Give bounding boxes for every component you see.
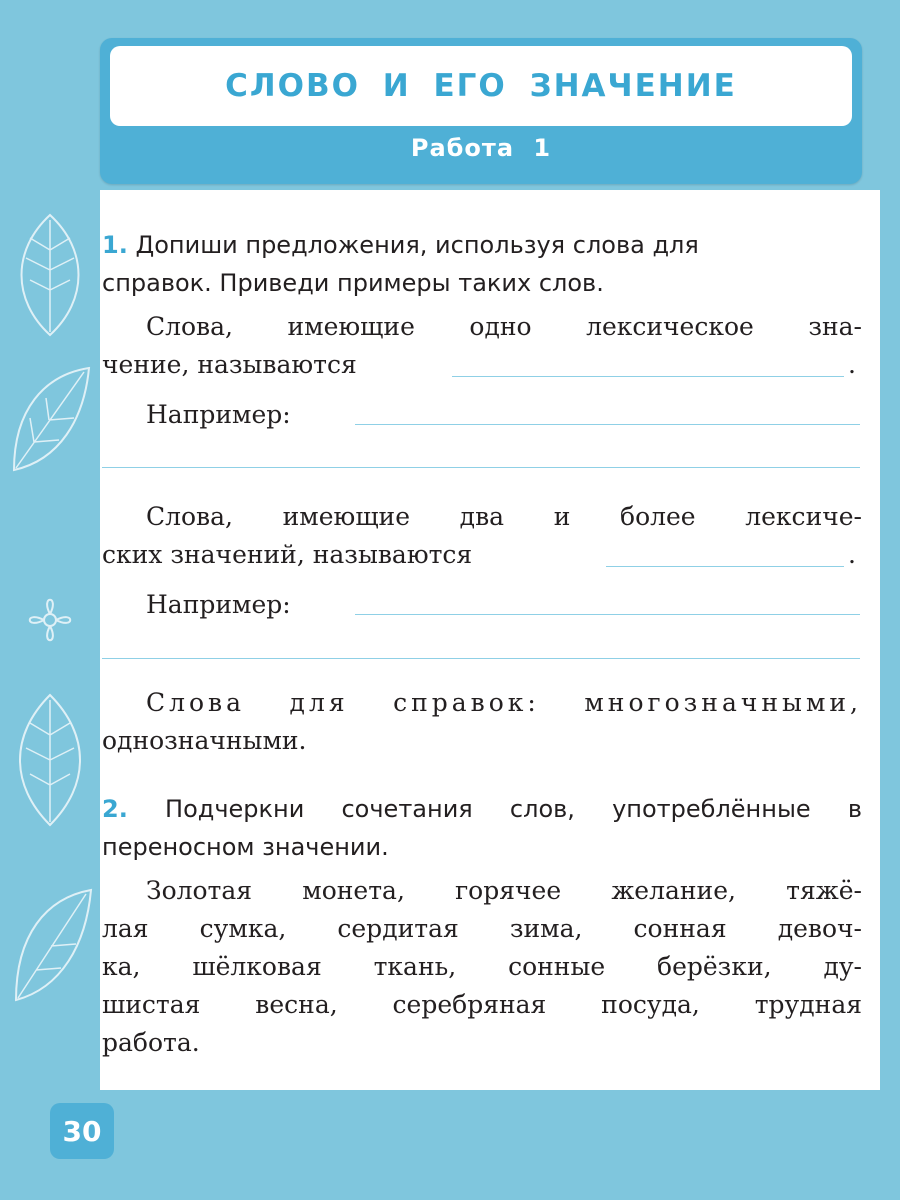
task-2-text-line[interactable]: лая сумка, сердитая зима, сонная девоч- xyxy=(102,914,862,943)
reference-words: Слова для справок: многозначными, xyxy=(146,688,862,717)
task-1-paragraph-1-line-2: чение, называются xyxy=(102,350,357,379)
sentence-period: . xyxy=(848,540,856,569)
leaf-ornament-icon xyxy=(6,690,94,830)
task-1-line-1: 1. Допиши предложения, используя слова для xyxy=(102,231,699,259)
header-banner xyxy=(100,38,862,184)
answer-line[interactable] xyxy=(452,376,844,377)
reference-words-line-2: однозначными. xyxy=(102,726,307,755)
task-2-text-line[interactable]: работа. xyxy=(102,1028,200,1057)
page-title: СЛОВО И ЕГО ЗНАЧЕНИЕ xyxy=(225,68,737,104)
task-1-line-2: справок. Приведи примеры таких слов. xyxy=(102,269,604,297)
task-2-text-line[interactable]: ка, шёлковая ткань, сонные берёзки, ду- xyxy=(102,952,862,981)
task-1-number: 1. xyxy=(102,231,128,259)
example-label-1: Например: xyxy=(146,400,291,429)
answer-line[interactable] xyxy=(606,566,844,567)
task-2-text-line[interactable]: Золотая монета, горячее желание, тяжё- xyxy=(146,876,862,905)
example-label-2: Например: xyxy=(146,590,291,619)
flower-ornament-icon xyxy=(10,580,90,660)
bottom-border-band xyxy=(0,1088,900,1200)
task-1-paragraph-1: Слова, имеющие одно лексическое зна- xyxy=(146,312,862,341)
task-2-number: 2. xyxy=(102,795,128,823)
task-1-paragraph-2: Слова, имеющие два и более лексиче- xyxy=(146,502,862,531)
answer-line[interactable] xyxy=(355,424,860,425)
task-2-line-2: переносном значении. xyxy=(102,833,389,861)
answer-line[interactable] xyxy=(102,658,860,659)
leaf-ornament-icon xyxy=(4,360,94,480)
answer-line[interactable] xyxy=(102,467,860,468)
task-2-text-line[interactable]: шистая весна, серебряная посуда, трудная xyxy=(102,990,862,1019)
task-1-instruction xyxy=(102,226,862,302)
task-1-paragraph-2-line-2: ских значений, называются xyxy=(102,540,473,569)
left-border-band xyxy=(0,0,100,1200)
leaf-ornament-icon xyxy=(8,210,93,340)
sentence-period: . xyxy=(848,350,856,379)
page-number: 30 xyxy=(50,1103,114,1159)
answer-line[interactable] xyxy=(355,614,860,615)
task-2-line-1: 2. Подчеркни сочетания слов, употреблённые в xyxy=(102,795,862,823)
title-box xyxy=(110,46,852,126)
task-2-instruction xyxy=(102,790,862,866)
leaf-ornament-icon xyxy=(6,880,96,1010)
task-2-text xyxy=(102,872,862,1062)
work-subtitle: Работа 1 xyxy=(410,134,552,162)
